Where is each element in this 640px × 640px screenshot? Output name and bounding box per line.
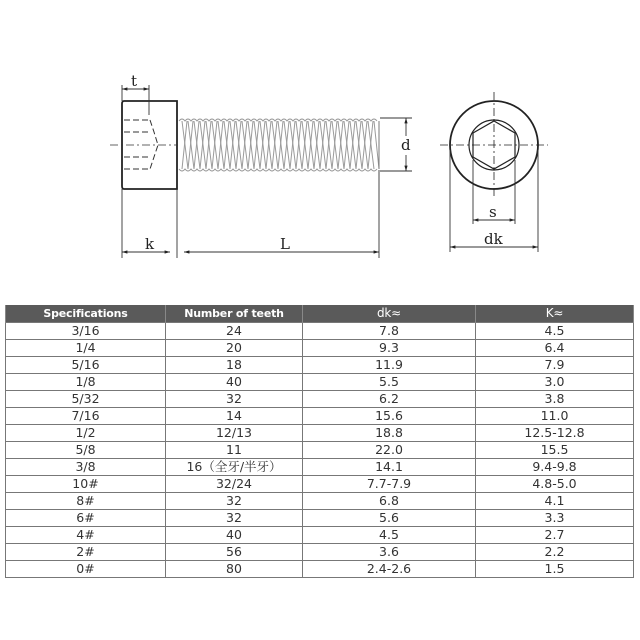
spec-cell: 6# (6, 509, 166, 526)
table-row (6, 373, 634, 390)
spec-cell: 5/8 (6, 441, 166, 458)
dk-cell: 6.8 (303, 492, 476, 509)
teeth-cell: 20 (166, 339, 303, 356)
teeth-cell: 18 (166, 356, 303, 373)
k-cell: 3.0 (476, 373, 634, 390)
table-row (6, 475, 634, 492)
dk-cell: 7.7-7.9 (303, 475, 476, 492)
header-k: K≈ (476, 305, 634, 322)
k-cell: 15.5 (476, 441, 634, 458)
teeth-cell: 40 (166, 373, 303, 390)
teeth-cell: 80 (166, 560, 303, 577)
header-number-of-teeth: Number of teeth (166, 305, 303, 322)
label-t: t (131, 72, 138, 90)
screw-head-end-view (440, 92, 548, 198)
k-cell: 2.2 (476, 543, 634, 560)
threaded-shank (179, 119, 379, 171)
k-cell: 6.4 (476, 339, 634, 356)
spec-cell: 3/16 (6, 322, 166, 339)
spec-cell: 3/8 (6, 458, 166, 475)
table-row (6, 526, 634, 543)
dk-cell: 11.9 (303, 356, 476, 373)
table-row (6, 543, 634, 560)
label-k: k (145, 235, 155, 253)
dk-cell: 15.6 (303, 407, 476, 424)
spec-cell: 5/32 (6, 390, 166, 407)
teeth-cell: 32 (166, 492, 303, 509)
teeth-cell: 14 (166, 407, 303, 424)
table-row (6, 458, 634, 475)
dk-cell: 4.5 (303, 526, 476, 543)
dk-cell: 7.8 (303, 322, 476, 339)
table-row (6, 492, 634, 509)
teeth-cell: 40 (166, 526, 303, 543)
header-dk: dk≈ (303, 305, 476, 322)
spec-cell: 5/16 (6, 356, 166, 373)
dk-cell: 22.0 (303, 441, 476, 458)
k-cell: 11.0 (476, 407, 634, 424)
dk-cell: 5.5 (303, 373, 476, 390)
label-L: L (280, 235, 290, 253)
table-row (6, 441, 634, 458)
table-row (6, 509, 634, 526)
label-s: s (489, 203, 497, 221)
table-row (6, 322, 634, 339)
socket-head-cap-screw-drawing (0, 0, 640, 290)
table-row (6, 390, 634, 407)
k-cell: 4.1 (476, 492, 634, 509)
teeth-cell: 32 (166, 390, 303, 407)
table-header-row (6, 305, 634, 322)
teeth-cell: 56 (166, 543, 303, 560)
teeth-cell: 12/13 (166, 424, 303, 441)
k-cell: 12.5-12.8 (476, 424, 634, 441)
dk-cell: 2.4-2.6 (303, 560, 476, 577)
table-row (6, 356, 634, 373)
spec-cell: 2# (6, 543, 166, 560)
k-cell: 9.4-9.8 (476, 458, 634, 475)
spec-cell: 10# (6, 475, 166, 492)
k-cell: 7.9 (476, 356, 634, 373)
spec-cell: 4# (6, 526, 166, 543)
teeth-cell: 32/24 (166, 475, 303, 492)
table-row (6, 339, 634, 356)
k-cell: 4.5 (476, 322, 634, 339)
teeth-cell: 16（全牙/半牙） (166, 458, 303, 475)
spec-cell: 0# (6, 560, 166, 577)
spec-cell: 7/16 (6, 407, 166, 424)
k-cell: 3.3 (476, 509, 634, 526)
spec-cell: 1/4 (6, 339, 166, 356)
table-row (6, 560, 634, 577)
table-row (6, 424, 634, 441)
dk-cell: 9.3 (303, 339, 476, 356)
dimension-k-L (122, 170, 379, 258)
dk-cell: 5.6 (303, 509, 476, 526)
k-cell: 2.7 (476, 526, 634, 543)
spec-cell: 8# (6, 492, 166, 509)
table-row (6, 407, 634, 424)
dk-cell: 18.8 (303, 424, 476, 441)
header-specifications: Specifications (6, 305, 166, 322)
label-d: d (401, 136, 411, 154)
spec-cell: 1/2 (6, 424, 166, 441)
spec-cell: 1/8 (6, 373, 166, 390)
dk-cell: 3.6 (303, 543, 476, 560)
dk-cell: 6.2 (303, 390, 476, 407)
k-cell: 3.8 (476, 390, 634, 407)
k-cell: 4.8-5.0 (476, 475, 634, 492)
label-dk: dk (484, 230, 503, 248)
teeth-cell: 24 (166, 322, 303, 339)
teeth-cell: 11 (166, 441, 303, 458)
teeth-cell: 32 (166, 509, 303, 526)
dk-cell: 14.1 (303, 458, 476, 475)
k-cell: 1.5 (476, 560, 634, 577)
specification-table (5, 305, 634, 578)
screw-head-side-view (110, 101, 178, 189)
